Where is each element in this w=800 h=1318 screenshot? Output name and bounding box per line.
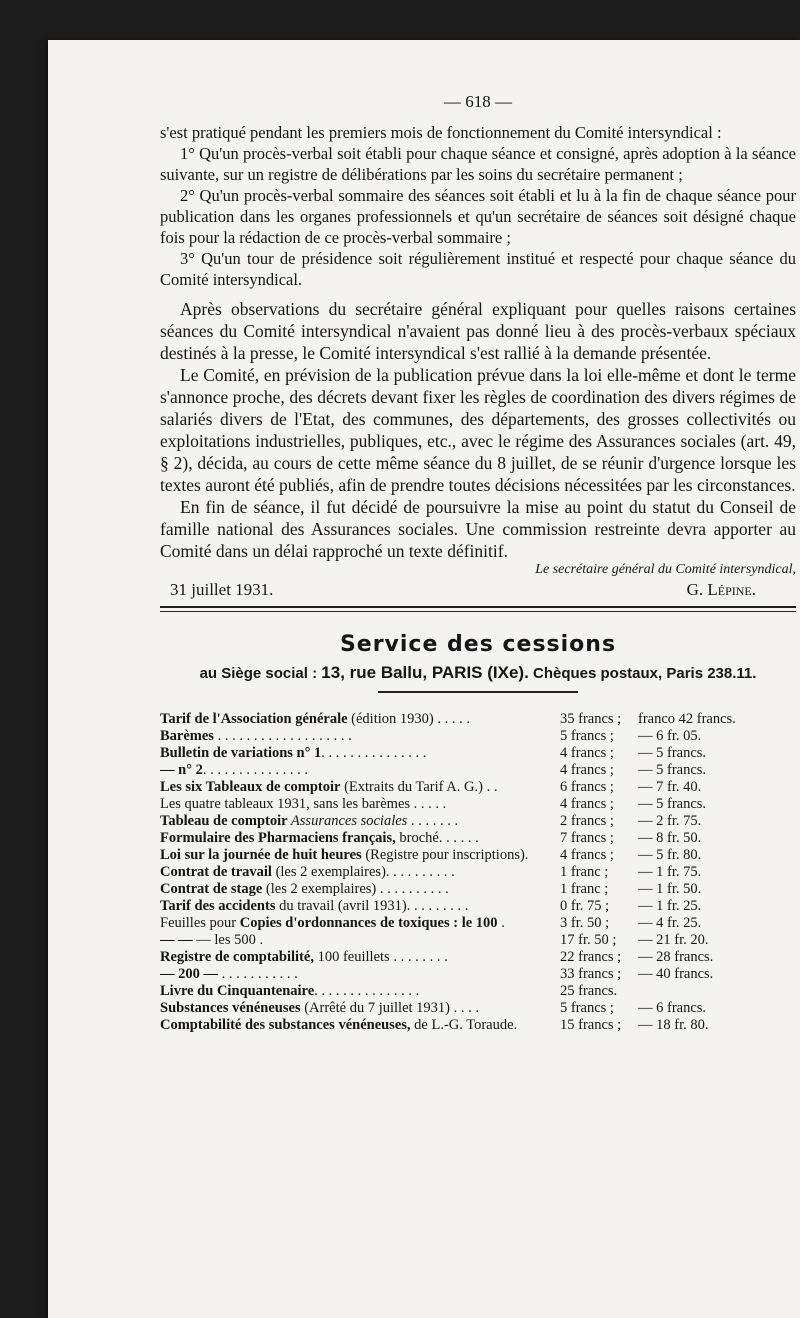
item-price: 6 francs ; (560, 779, 614, 795)
page-content (160, 92, 796, 1034)
item-name: Tarif de l'Association générale (160, 711, 348, 727)
item-label (160, 711, 560, 728)
item-leader-dots: . . . . . (410, 796, 447, 812)
item-price: 4 francs ; (560, 745, 614, 761)
list-item (160, 915, 796, 932)
item-franco-price (638, 983, 796, 1000)
item-price: 33 francs ; (560, 966, 622, 982)
item-price: 17 fr. 50 ; (560, 932, 617, 948)
item-detail: (Registre pour inscriptions) (361, 847, 525, 863)
item-franco-price: — 7 fr. 40. (638, 779, 702, 795)
list-item (160, 745, 796, 762)
item-detail: (édition 1930) (347, 711, 434, 727)
item-franco-price: — 5 francs. (638, 762, 707, 778)
item-price: 25 francs. (560, 983, 618, 999)
item-price: 4 francs ; (560, 847, 614, 863)
item-label (160, 932, 560, 949)
item-name: Formulaire des Pharmaciens français, (160, 830, 396, 846)
item-name: — 200 — (160, 966, 218, 982)
item-name: Bulletin de variations n° 1 (160, 745, 322, 761)
item-price: 5 francs ; (560, 1000, 614, 1016)
item-detail: Assurances sociales (287, 813, 408, 829)
item-franco-price: — 5 francs. (638, 796, 707, 812)
list-item (160, 728, 796, 745)
item-leader-dots: . . . . . . . . . . . . . . . . . . . (213, 728, 352, 744)
list-item (160, 898, 796, 915)
item-price: 5 francs ; (560, 728, 614, 744)
list-item (160, 779, 796, 796)
item-leader-dots: . . (482, 779, 498, 795)
paragraph-6: Le Comité, en prévision de la publication prévue dans la loi elle-même et dont le terme s'annonce proche, des décrets devant fixer les règles de coordination des divers régimes de salariés divers de l'Etat, des communes, des départements, des grosses collectivités ou exploitations industrielles, publiques, etc., avec le régime des Assurances sociales (art. 49, § 2), décida, au cours de cette même séance du 8 juillet, de se réunir d'urgence lorsque les textes auront été publiés, afin de prendre toutes décisions nécessitées par les circonstances. (160, 365, 796, 495)
item-price: 3 fr. 50 ; (560, 915, 610, 931)
signature-title: Le secrétaire général du Comité intersyndical, (535, 562, 796, 577)
list-item (160, 864, 796, 881)
item-label (160, 915, 560, 932)
service-subtitle-prefix: au Siège social : (199, 665, 318, 682)
item-label (160, 983, 560, 1000)
paragraph-7: En fin de séance, il fut décidé de poursuivre la mise au point du statut du Conseil de famille national des Assurances sociales. Une commission restreinte devra apporter au Comité dans un délai rapproché un texte définitif. (160, 497, 796, 561)
item-franco-price: — 40 francs. (638, 966, 714, 982)
list-item (160, 847, 796, 864)
item-label (160, 745, 560, 762)
item-label (160, 966, 560, 983)
item-leader-dots: . . . . . . . (407, 813, 459, 829)
item-franco-price: — 1 fr. 25. (638, 898, 702, 914)
paragraph-5: Après observations du secrétaire général expliquant pour quelles raisons certaines séances du Comité intersyndical n'avaient pas donné lieu à des procès-verbaux spéciaux destinés à la presse, le Comité intersyndical s'est rallié à la demande présentée. (160, 299, 796, 363)
title-underline (378, 691, 578, 693)
paragraph-3: 2° Qu'un procès-verbal sommaire des séances soit établi et lu à la fin de chaque séance pour publication dans les organes professionnels et qu'un secrétaire de séances soit désigné chaque fois pour la rédaction de ce procès-verbal sommaire ; (160, 186, 796, 247)
item-franco-price: — 5 francs. (638, 745, 707, 761)
item-leader-dots: . (255, 932, 264, 948)
list-item (160, 762, 796, 779)
item-label (160, 1000, 560, 1017)
service-address: 13, rue Ballu, PARIS (IXe). (321, 663, 529, 682)
list-item (160, 881, 796, 898)
item-price: 35 francs ; (560, 711, 622, 727)
item-detail: — les 500 (192, 932, 256, 948)
item-price: 15 francs ; (560, 1017, 622, 1033)
item-franco-price: — 4 fr. 25. (638, 915, 702, 931)
item-price: 22 francs ; (560, 949, 622, 965)
item-detail: (Arrêté du 7 juillet 1931) (300, 1000, 450, 1016)
item-label (160, 1017, 560, 1034)
item-label (160, 898, 560, 915)
item-franco-price: — 21 fr. 20. (638, 932, 709, 948)
signature-name: G. Lépine. (686, 580, 756, 599)
item-label (160, 796, 560, 813)
item-leader-dots: . . . . . . . . . . . (218, 966, 298, 982)
list-item (160, 830, 796, 847)
list-item (160, 966, 796, 983)
item-detail: (les 2 exemplaires) (262, 881, 377, 897)
list-item (160, 932, 796, 949)
item-name: — — (160, 932, 193, 948)
item-price: 4 francs ; (560, 762, 614, 778)
list-item (160, 1000, 796, 1017)
item-name: Feuilles pour (160, 915, 237, 931)
item-name: Barèmes (160, 728, 214, 744)
list-item (160, 796, 796, 813)
item-label (160, 881, 560, 898)
item-detail: Copies d'ordonnances de toxiques : le 100 (236, 915, 498, 931)
item-franco-price: — 18 fr. 80. (638, 1017, 709, 1033)
item-leader-dots: . . . . . . . . . . . . . . . (202, 762, 308, 778)
item-price: 4 francs ; (560, 796, 614, 812)
item-franco-price: — 28 francs. (638, 949, 714, 965)
item-label (160, 762, 560, 779)
item-name: Contrat de travail (160, 864, 272, 880)
item-label (160, 864, 560, 881)
item-detail: (les 2 exemplaires) (271, 864, 386, 880)
item-price: 1 franc ; (560, 881, 609, 897)
item-price: 7 francs ; (560, 830, 614, 846)
item-leader-dots: . . . . . . . . . . (376, 881, 449, 897)
item-price: 2 francs ; (560, 813, 614, 829)
item-detail: du travail (avril 1931) (275, 898, 407, 914)
item-price: 0 fr. 75 ; (560, 898, 610, 914)
item-label (160, 847, 560, 864)
paragraph-4: 3° Qu'un tour de présidence soit régulièrement institué et respecté pour chaque séance du Comité intersyndical. (160, 249, 796, 289)
item-label (160, 813, 560, 830)
item-name: Substances vénéneuses (160, 1000, 301, 1016)
item-name: — n° 2 (160, 762, 203, 778)
item-name: Les six Tableaux de comptoir (160, 779, 341, 795)
document-page (48, 40, 800, 1318)
item-franco-price: — 6 francs. (638, 1000, 707, 1016)
item-name: Contrat de stage (160, 881, 263, 897)
list-item (160, 1017, 796, 1034)
item-label (160, 830, 560, 847)
price-list (160, 711, 796, 1034)
item-leader-dots: . . . . . . . . (389, 949, 448, 965)
item-franco-price: — 1 fr. 50. (638, 881, 702, 897)
item-leader-dots: . . . . . . . . . . . . . . . (321, 745, 427, 761)
list-item (160, 711, 796, 728)
page-number: — 618 — (444, 92, 512, 111)
item-name: Livre du Cinquantenaire (160, 983, 315, 999)
signature-line (160, 580, 796, 600)
item-franco-price: — 2 fr. 75. (638, 813, 702, 829)
paragraph-1: s'est pratiqué pendant les premiers mois de fonctionnement du Comité intersyndical : (160, 123, 722, 142)
item-leader-dots: . . . . . . (438, 830, 479, 846)
item-price: 1 franc ; (560, 864, 609, 880)
item-leader-dots: . . . . (449, 1000, 479, 1016)
item-franco-price: franco 42 francs. (638, 711, 736, 727)
item-franco-price: — 1 fr. 75. (638, 864, 702, 880)
item-detail: (Extraits du Tarif A. G.) (340, 779, 483, 795)
item-name: Loi sur la journée de huit heures (160, 847, 362, 863)
signature-date: 31 juillet 1931. (170, 580, 274, 599)
item-label (160, 779, 560, 796)
service-cheques: Chèques postaux, Paris 238.11. (532, 665, 757, 682)
item-leader-dots: . . . . . . . . . . (385, 864, 455, 880)
list-item (160, 983, 796, 1000)
item-label (160, 949, 560, 966)
item-name: Tableau de comptoir (160, 813, 288, 829)
item-franco-price: — 6 fr. 05. (638, 728, 702, 744)
item-label (160, 728, 560, 745)
list-item (160, 813, 796, 830)
item-detail: broché (395, 830, 439, 846)
item-leader-dots: . (497, 915, 505, 931)
item-leader-dots: . . . . . (433, 711, 470, 727)
list-item (160, 949, 796, 966)
item-leader-dots: . . . . . . . . . (406, 898, 469, 914)
item-leader-dots: . (524, 847, 529, 863)
item-name: Comptabilité des substances vénéneuses, (160, 1017, 411, 1033)
item-detail: de L.-G. Toraude. (410, 1017, 518, 1033)
item-name: Registre de comptabilité, (160, 949, 314, 965)
paragraph-2: 1° Qu'un procès-verbal soit établi pour chaque séance et consigné, après adoption à la séance suivante, sur un registre de délibérations par les soins du secrétaire permanent ; (160, 144, 796, 184)
item-detail: 100 feuillets (313, 949, 390, 965)
section-divider-thin (160, 611, 796, 612)
section-divider (160, 606, 796, 608)
item-name: Les quatre tableaux 1931, sans les barèmes (160, 796, 411, 812)
item-franco-price: — 8 fr. 50. (638, 830, 702, 846)
service-subtitle (160, 663, 796, 683)
service-title: Service des cessions (339, 632, 617, 657)
item-leader-dots: . . . . . . . . . . . . . . . (314, 983, 420, 999)
item-franco-price: — 5 fr. 80. (638, 847, 702, 863)
item-name: Tarif des accidents (160, 898, 276, 914)
